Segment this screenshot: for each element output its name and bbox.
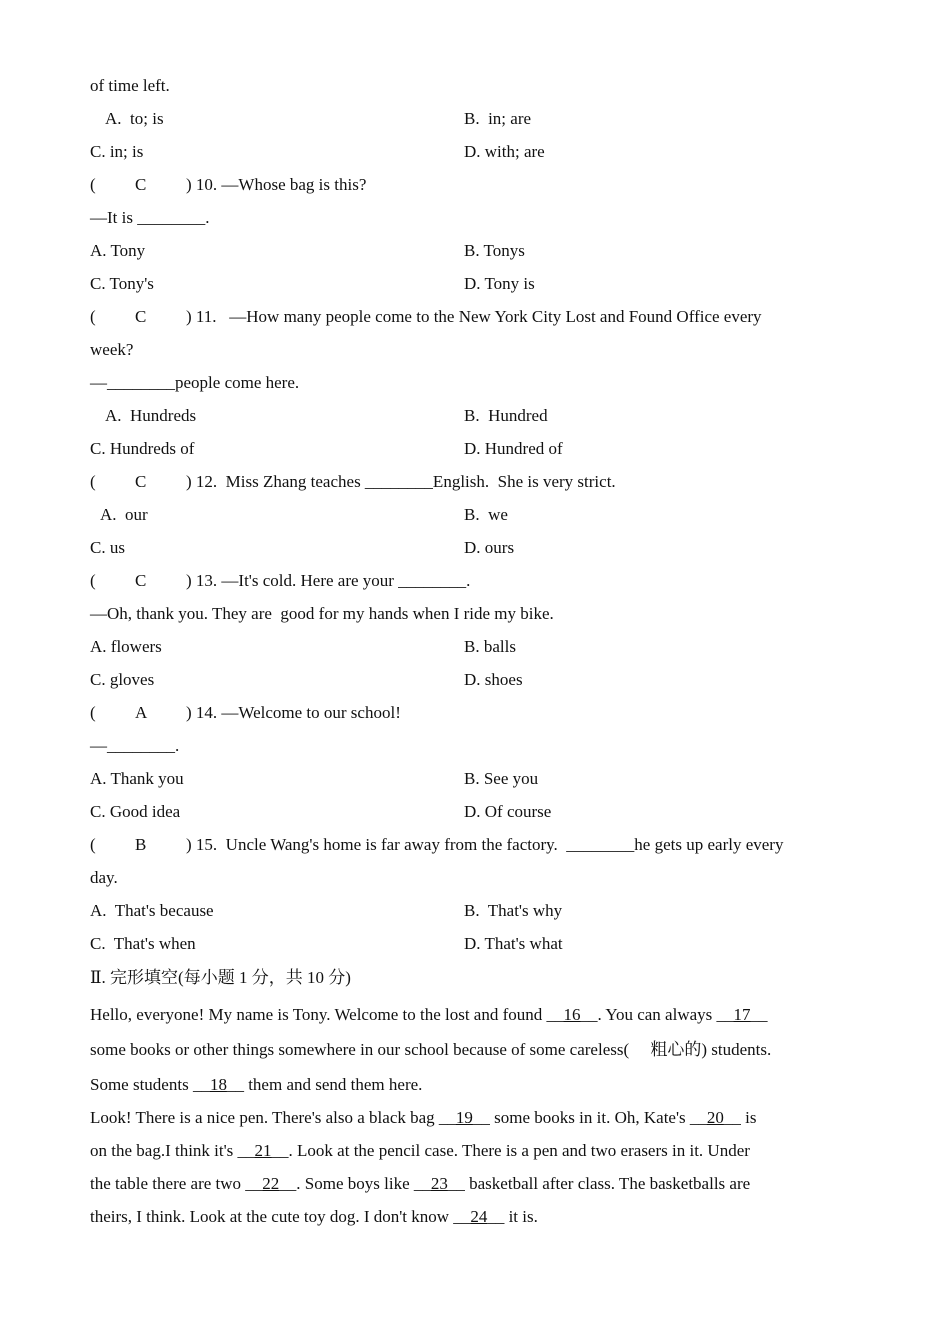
q14-reply: —________. [90, 736, 180, 755]
q12-option-b: B. we [464, 505, 508, 524]
q11-reply: —________people come here. [90, 373, 300, 392]
q10-option-b: B. Tonys [464, 241, 525, 260]
passage-line-6: the table there are two __22__. Some boys like __23__ basketball after class. The basketballs are [90, 1174, 751, 1193]
q15-paren: ( [90, 835, 96, 854]
q14-paren: ( [90, 703, 96, 722]
q14-stem: ) 14. —Welcome to our school! [186, 703, 401, 722]
q12-answer: C [135, 472, 147, 491]
blank-22: 22 [262, 1174, 280, 1193]
q15-option-d: D. That's what [464, 934, 563, 953]
q11-option-b: B. Hundred [464, 406, 548, 425]
q11-answer: C [135, 307, 147, 326]
q13-stem: ) 13. —It's cold. Here are your ________. [186, 571, 471, 590]
q11-stem: ) 11. —How many people come to the New York City Lost and Found Office every [186, 307, 762, 326]
q15-option-b: B. That's why [464, 901, 563, 920]
blank-24: 24 [470, 1207, 488, 1226]
passage-line-2: some books or other things somewhere in our school because of some careless( 粗心的) students. [90, 1040, 772, 1059]
q13-option-a: A. flowers [90, 637, 162, 656]
q11-option-c: C. Hundreds of [90, 439, 195, 458]
blank-16: 16 [563, 1005, 581, 1024]
q15-option-a: A. That's because [90, 901, 214, 920]
blank-23: 23 [430, 1174, 448, 1193]
q10-reply: —It is ________. [90, 208, 210, 227]
q14-option-b: B. See you [464, 769, 539, 788]
passage-line-4: Look! There is a nice pen. There's also a black bag __19__ some books in it. Oh, Kate's __20__ is [90, 1108, 757, 1127]
q13-option-d: D. shoes [464, 670, 523, 689]
passage-line-5: on the bag.I think it's __21__. Look at the pencil case. There is a pen and two erasers in it. Under [90, 1141, 750, 1160]
q10-option-d: D. Tony is [464, 274, 535, 293]
q15-option-c: C. That's when [90, 934, 196, 953]
q15-stem-cont: day. [90, 868, 118, 887]
q12-option-c: C. us [90, 538, 125, 557]
q9-option-a: A. to; is [105, 109, 164, 128]
continuation-text: of time left. [90, 76, 170, 95]
blank-20: 20 [706, 1108, 724, 1127]
q9-option-b: B. in; are [464, 109, 532, 128]
q14-answer: A [135, 703, 148, 722]
q15-answer: B [135, 835, 147, 854]
q13-paren: ( [90, 571, 96, 590]
q14-option-c: C. Good idea [90, 802, 181, 821]
q12-paren: ( [90, 472, 96, 491]
q13-answer: C [135, 571, 147, 590]
q14-option-a: A. Thank you [90, 769, 184, 788]
q10-option-a: A. Tony [90, 241, 146, 260]
passage-line-3: Some students __18__ them and send them here. [90, 1075, 423, 1094]
passage-line-7: theirs, I think. Look at the cute toy dog. I don't know __24__ it is. [90, 1207, 538, 1226]
q9-option-c: C. in; is [90, 142, 144, 161]
q13-option-b: B. balls [464, 637, 516, 656]
q11-paren: ( [90, 307, 96, 326]
q11-option-a: A. Hundreds [105, 406, 197, 425]
blank-19: 19 [455, 1108, 473, 1127]
q9-option-d: D. with; are [464, 142, 545, 161]
q10-option-c: C. Tony's [90, 274, 154, 293]
q12-stem: ) 12. Miss Zhang teaches ________English. She is very strict. [186, 472, 616, 491]
blank-18: 18 [209, 1075, 227, 1094]
q12-option-d: D. ours [464, 538, 515, 557]
passage-line-1: Hello, everyone! My name is Tony. Welcome to the lost and found __16__. You can always __17__ [90, 1005, 768, 1024]
section-2-title: Ⅱ. 完形填空(每小题 1 分，共 10 分) [90, 968, 351, 987]
q11-option-d: D. Hundred of [464, 439, 563, 458]
blank-21: 21 [254, 1141, 272, 1160]
q13-reply: —Oh, thank you. They are good for my hands when I ride my bike. [90, 604, 554, 623]
q10-answer: C [135, 175, 147, 194]
q12-option-a: A. our [100, 505, 148, 524]
q10-stem: ) 10. —Whose bag is this? [186, 175, 367, 194]
q14-option-d: D. Of course [464, 802, 552, 821]
q11-stem-cont: week? [90, 340, 134, 359]
q15-stem: ) 15. Uncle Wang's home is far away from the factory. ________he gets up early every [186, 835, 784, 854]
q13-option-c: C. gloves [90, 670, 155, 689]
blank-17: 17 [733, 1005, 751, 1024]
q10-paren: ( [90, 175, 96, 194]
